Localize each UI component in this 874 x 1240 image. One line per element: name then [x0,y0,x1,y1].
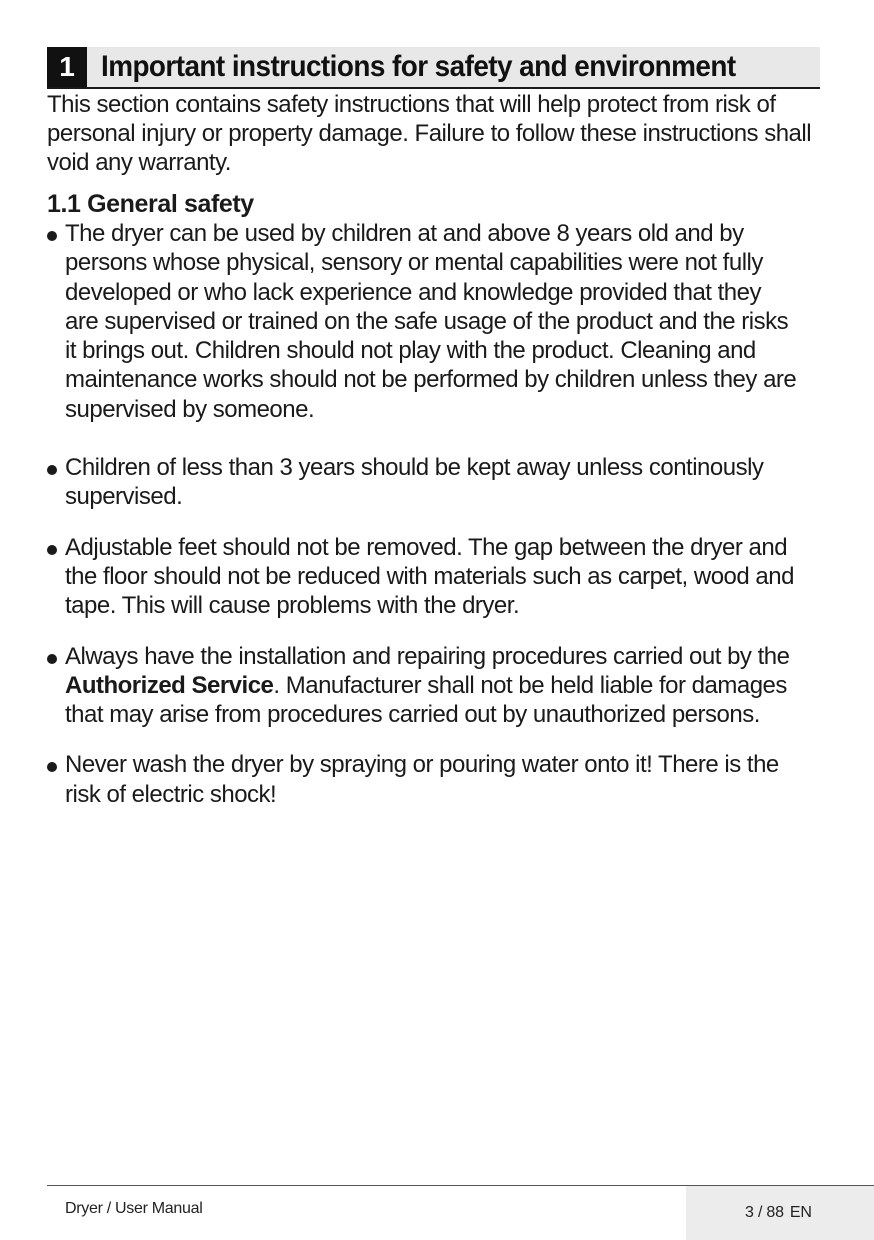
list-item [47,453,847,512]
intro-line: personal injury or property damage. Failure to follow these instructions shall [47,120,812,147]
list-item-line [65,671,847,700]
list-item-line: Always have the installation and repairing procedures carried out by the [65,642,790,670]
section-number-badge: 1 [47,47,87,87]
bullet-dot-icon [47,762,57,772]
list-item-line: supervised by someone. [65,395,315,423]
list-item-line-rest: . Manufacturer shall not be held liable for damages [273,671,787,699]
footer-document-title: Dryer / User Manual [65,1200,203,1217]
list-item-line: that may arise from procedures carried out by unauthorized persons. [65,701,760,729]
language-code: EN [789,1204,812,1221]
list-item-line: risk of electric shock! [65,780,277,808]
list-item-line: The dryer can be used by children at and above 8 years old and by [65,220,744,247]
bullet-dot-icon [47,231,57,241]
list-item [47,219,847,424]
list-item-line: it brings out. Children should not play with the product. Cleaning and [65,337,756,365]
authorized-service-emphasis: Authorized Service [65,671,274,699]
list-item-line: developed or who lack experience and knowledge provided that they [65,278,761,306]
section-header [47,47,820,89]
footer-page-number [745,1204,818,1222]
bullet-dot-icon [47,654,57,664]
list-item-line: Never wash the dryer by spraying or pouring water onto it! There is the [65,751,779,779]
page-number: 3 / 88 [745,1204,784,1221]
list-item [47,750,847,809]
list-item-line: the floor should not be reduced with materials such as carpet, wood and [65,562,794,590]
list-item-line: Children of less than 3 years should be kept away unless continously [65,454,764,482]
intro-paragraph [47,90,847,177]
list-item [47,642,847,730]
bullet-dot-icon [47,545,57,555]
list-item-line: are supervised or trained on the safe usage of the product and the risks [65,307,789,335]
list-item-line: tape. This will cause problems with the dryer. [65,592,520,620]
section-title: Important instructions for safety and environment [101,50,736,83]
list-item [47,533,847,621]
intro-line: This section contains safety instructions that will help protect from risk of [47,91,776,118]
list-item-line: maintenance works should not be performed by children unless they are [65,366,797,394]
list-item-line: persons whose physical, sensory or mental capabilities were not fully [65,249,763,277]
subsection-heading: 1.1 General safety [47,190,254,218]
safety-list [47,219,847,809]
list-item-line: Adjustable feet should not be removed. The gap between the dryer and [65,533,788,561]
list-item-line: supervised. [65,483,183,511]
bullet-dot-icon [47,465,57,475]
intro-line: void any warranty. [47,149,231,176]
